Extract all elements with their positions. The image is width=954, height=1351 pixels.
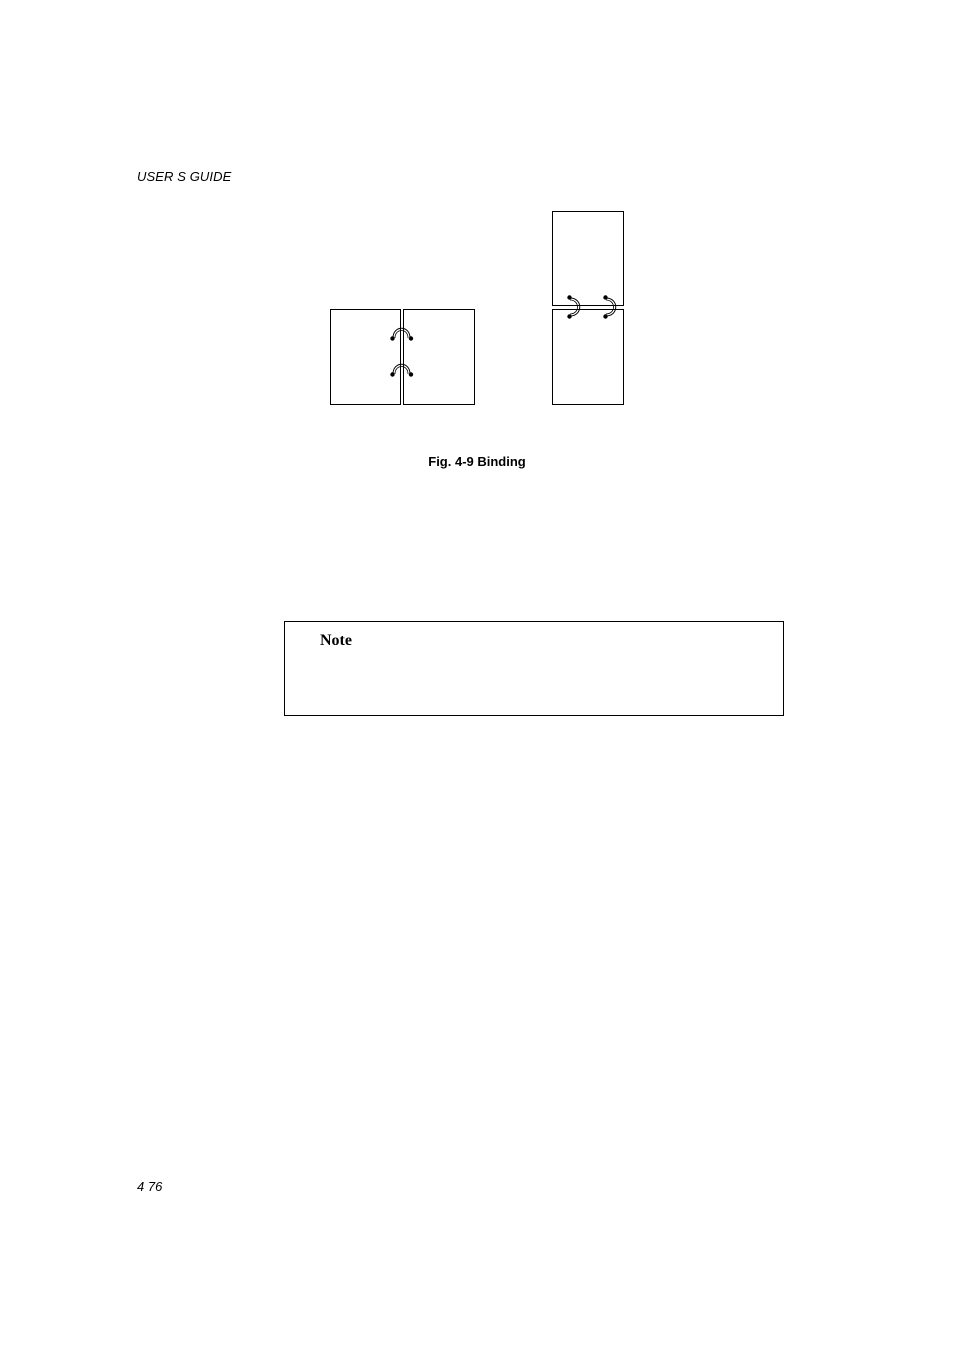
binding-figure (320, 205, 640, 415)
running-header: USER S GUIDE (137, 169, 232, 184)
note-title: Note (320, 632, 352, 649)
bottom-page (553, 310, 624, 405)
note-box (284, 621, 784, 716)
top-page (553, 212, 624, 306)
figure-caption: Fig. 4-9 Binding (428, 454, 526, 469)
left-page (331, 310, 401, 405)
side-by-side-binding-illustration (331, 310, 475, 405)
right-page (404, 310, 475, 405)
page-number: 4 76 (137, 1179, 163, 1194)
binding-diagram (320, 205, 640, 415)
stacked-binding-illustration (553, 212, 624, 405)
